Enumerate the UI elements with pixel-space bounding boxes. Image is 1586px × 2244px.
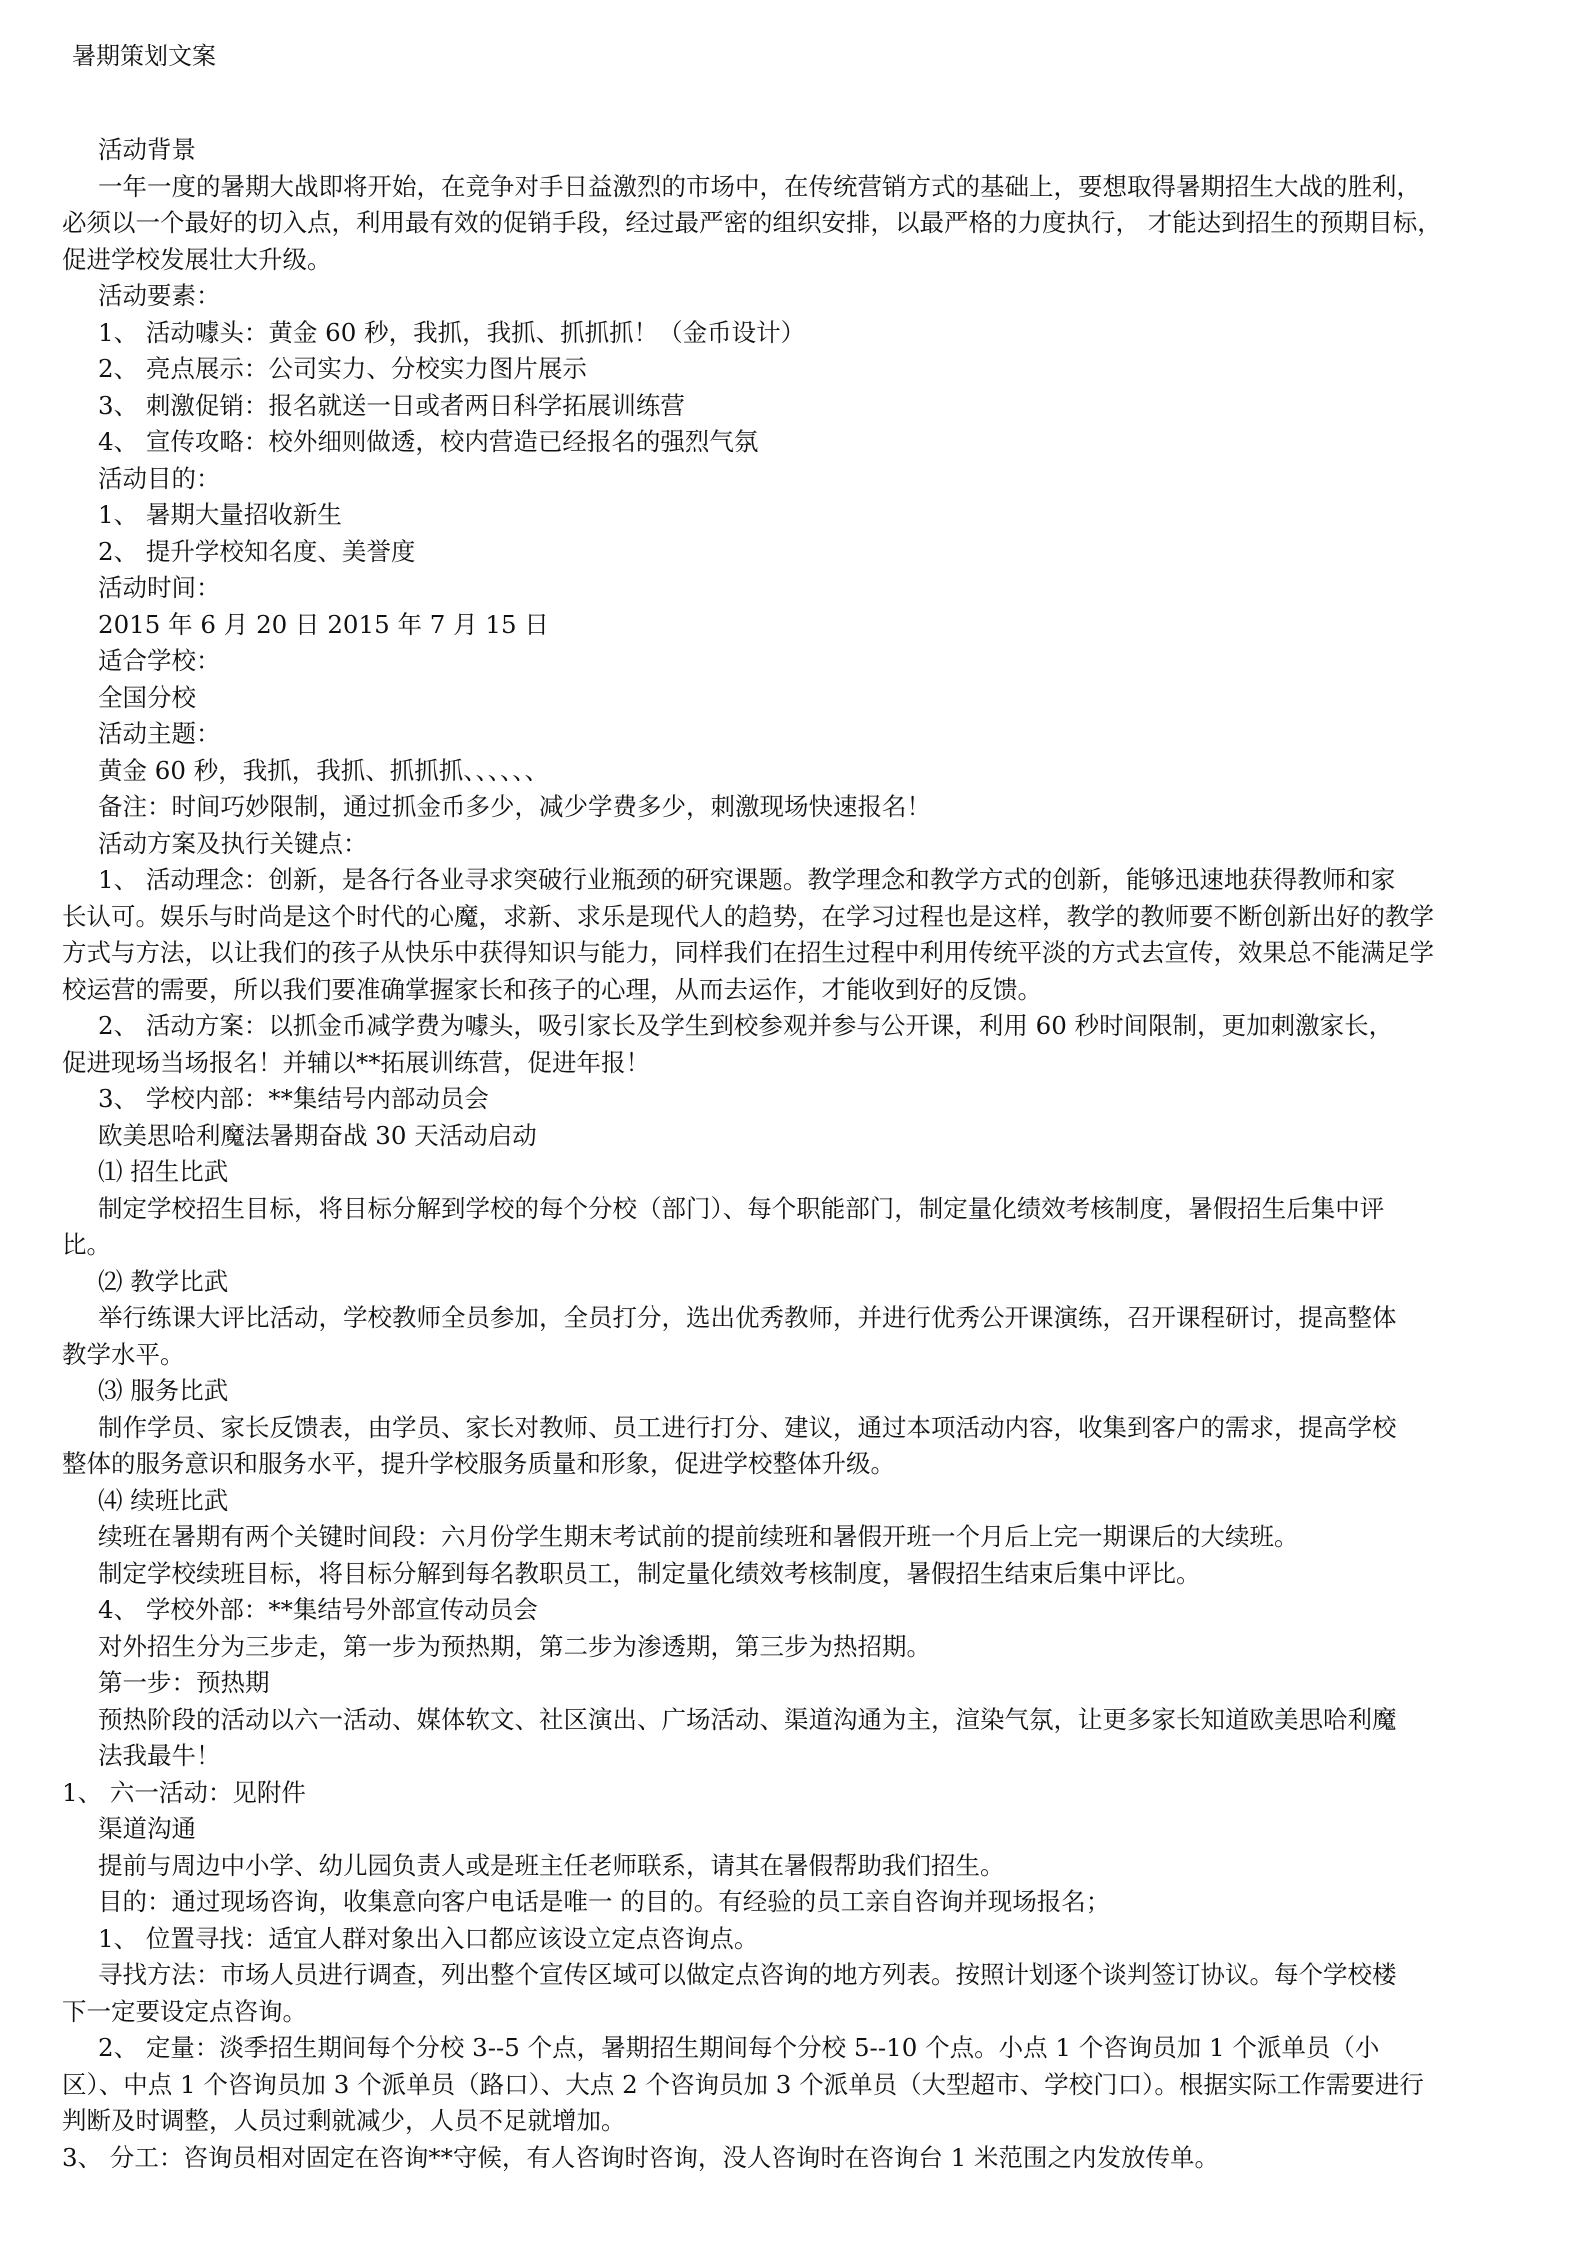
- text-line: 渠道沟通: [98, 1814, 196, 1843]
- text-line: 2、 活动方案：以抓金币减学费为噱头，吸引家长及学生到校参观并参与公开课，利用 60 秒时间限制，更加刺激家长，: [98, 1011, 1394, 1040]
- text-line: 必须以一个最好的切入点，利用最有效的促销手段，经过最严密的组织安排，以最严格的力度执行， 才能达到招生的预期目标，: [62, 208, 1442, 237]
- text-line: 全国分校: [98, 682, 196, 712]
- text-line: ⑵ 教学比武: [98, 1266, 229, 1296]
- text-line: 区）、中点 1 个咨询员加 3 个派单员（路口）、大点 2 个咨询员加 3 个派单员（大型超市、学校门口）。根据实际工作需要进行: [62, 2069, 1424, 2099]
- text-line: 2、 定量：淡季招生期间每个分校 3--5 个点，暑期招生期间每个分校 5--10 个点。小点 1 个咨询员加 1 个派单员（小: [98, 2033, 1380, 2062]
- text-line: 3、 学校内部：**集结号内部动员会: [98, 1084, 489, 1113]
- text-line: 制定学校续班目标，将目标分解到每名教职员工，制定量化绩效考核制度，暑假招生结束后集中评比。: [98, 1558, 1201, 1588]
- text-line: 适合学校：: [98, 646, 221, 675]
- text-line: ⑴ 招生比武: [98, 1157, 229, 1186]
- text-line: 方式与方法，以让我们的孩子从快乐中获得知识与能力，同样我们在招生过程中利用传统平淡的方式去宣传，效果总不能满足学: [62, 938, 1434, 967]
- text-line: 法我最牛！: [98, 1741, 221, 1770]
- text-line: 预热阶段的活动以六一活动、媒体软文、社区演出、广场活动、渠道沟通为主，渲染气氛，让更多家长知道欧美思哈利魔: [98, 1704, 1397, 1734]
- text-line: 1、 位置寻找：适宜人群对象出入口都应该设立定点咨询点。: [98, 1923, 759, 1953]
- text-line: 活动要素：: [98, 281, 221, 310]
- text-line: 活动目的：: [98, 463, 221, 493]
- text-line: 3、 分工：咨询员相对固定在咨询**守候，有人咨询时咨询，没人咨询时在咨询台 1 米范围之内发放传单。: [62, 2142, 1220, 2172]
- text-line: 1、 活动理念：创新，是各行各业寻求突破行业瓶颈的研究课题。教学理念和教学方式的创新，能够迅速地获得教师和家: [98, 865, 1396, 894]
- text-line: 备注：时间巧妙限制，通过抓金币多少，减少学费多少，刺激现场快速报名！: [98, 792, 931, 821]
- text-line: 对外招生分为三步走，第一步为预热期，第二步为渗透期，第三步为热招期。: [98, 1631, 931, 1661]
- text-line: 判断及时调整，人员过剩就减少，人员不足就增加。: [62, 2106, 626, 2135]
- text-line: 举行练课大评比活动，学校教师全员参加，全员打分，选出优秀教师，并进行优秀公开课演练，召开课程研讨，提高整体: [98, 1303, 1397, 1332]
- text-line: ⑷ 续班比武: [98, 1485, 229, 1515]
- text-line: 长认可。娱乐与时尚是这个时代的心魔，求新、求乐是现代人的趋势，在学习过程也是这样，教学的教师要不断创新出好的教学: [62, 901, 1434, 931]
- text-line: 活动背景: [98, 135, 196, 164]
- text-line: 2015 年 6 月 20 日 2015 年 7 月 15 日: [98, 609, 549, 639]
- text-line: 校运营的需要，所以我们要准确掌握家长和孩子的心理，从而去运作，才能收到好的反馈。: [62, 974, 1042, 1004]
- text-line: 1、 活动噱头：黄金 60 秒，我抓，我抓、抓抓抓！（金币设计）: [98, 317, 806, 347]
- text-line: 促进现场当场报名！并辅以**拓展训练营，促进年报！: [62, 1047, 650, 1077]
- text-line: 活动方案及执行关键点：: [98, 828, 368, 858]
- text-line: 3、 刺激促销：报名就送一日或者两日科学拓展训练营: [98, 390, 685, 420]
- text-line: 2、 提升学校知名度、美誉度: [98, 536, 416, 566]
- text-line: 比。: [62, 1230, 111, 1259]
- text-line: 一年一度的暑期大战即将开始，在竞争对手日益激烈的市场中，在传统营销方式的基础上，要想取得暑期招生大战的胜利，: [98, 171, 1421, 201]
- text-line: 促进学校发展壮大升级。: [62, 244, 332, 274]
- text-line: 续班在暑期有两个关键时间段：六月份学生期末考试前的提前续班和暑假开班一个月后上完一期课后的大续班。: [98, 1522, 1299, 1551]
- text-line: 制作学员、家长反馈表，由学员、家长对教师、员工进行打分、建议，通过本项活动内容，收集到客户的需求，提高学校: [98, 1412, 1397, 1442]
- text-line: 4、 学校外部：**集结号外部宣传动员会: [98, 1595, 538, 1624]
- document-body: [62, 132, 1582, 2176]
- text-line: 下一定要设定点咨询。: [62, 1996, 307, 2026]
- text-line: 第一步：预热期: [98, 1668, 270, 1697]
- text-line: 黄金 60 秒，我抓，我抓、抓抓抓、、、、、、: [98, 755, 549, 785]
- text-line: 目的：通过现场咨询，收集意向客户电话是唯一 的目的。有经验的员工亲自咨询并现场报名；: [98, 1887, 1111, 1916]
- text-line: 制定学校招生目标，将目标分解到学校的每个分校（部门）、每个职能部门，制定量化绩效考核制度，暑假招生后集中评: [98, 1193, 1385, 1223]
- text-line: 整体的服务意识和服务水平，提升学校服务质量和形象，促进学校整体升级。: [62, 1449, 895, 1478]
- text-line: 1、 六一活动：见附件: [62, 1777, 306, 1807]
- text-line: 4、 宣传攻略：校外细则做透，校内营造已经报名的强烈气氛: [98, 427, 759, 456]
- document-title: 暑期策划文案: [72, 42, 216, 70]
- text-line: 1、 暑期大量招收新生: [98, 500, 342, 529]
- text-line: 寻找方法：市场人员进行调查，列出整个宣传区域可以做定点咨询的地方列表。按照计划逐个谈判签订协议。每个学校楼: [98, 1960, 1397, 1989]
- text-line: 教学水平。: [62, 1339, 185, 1369]
- text-line: 欧美思哈利魔法暑期奋战 30 天活动启动: [98, 1120, 537, 1150]
- text-line: ⑶ 服务比武: [98, 1376, 229, 1405]
- text-line: 活动时间：: [98, 573, 221, 602]
- text-line: 2、 亮点展示：公司实力、分校实力图片展示: [98, 354, 587, 383]
- text-line: 提前与周边中小学、幼儿园负责人或是班主任老师联系，请其在暑假帮助我们招生。: [98, 1850, 1005, 1880]
- text-line: 活动主题：: [98, 719, 221, 748]
